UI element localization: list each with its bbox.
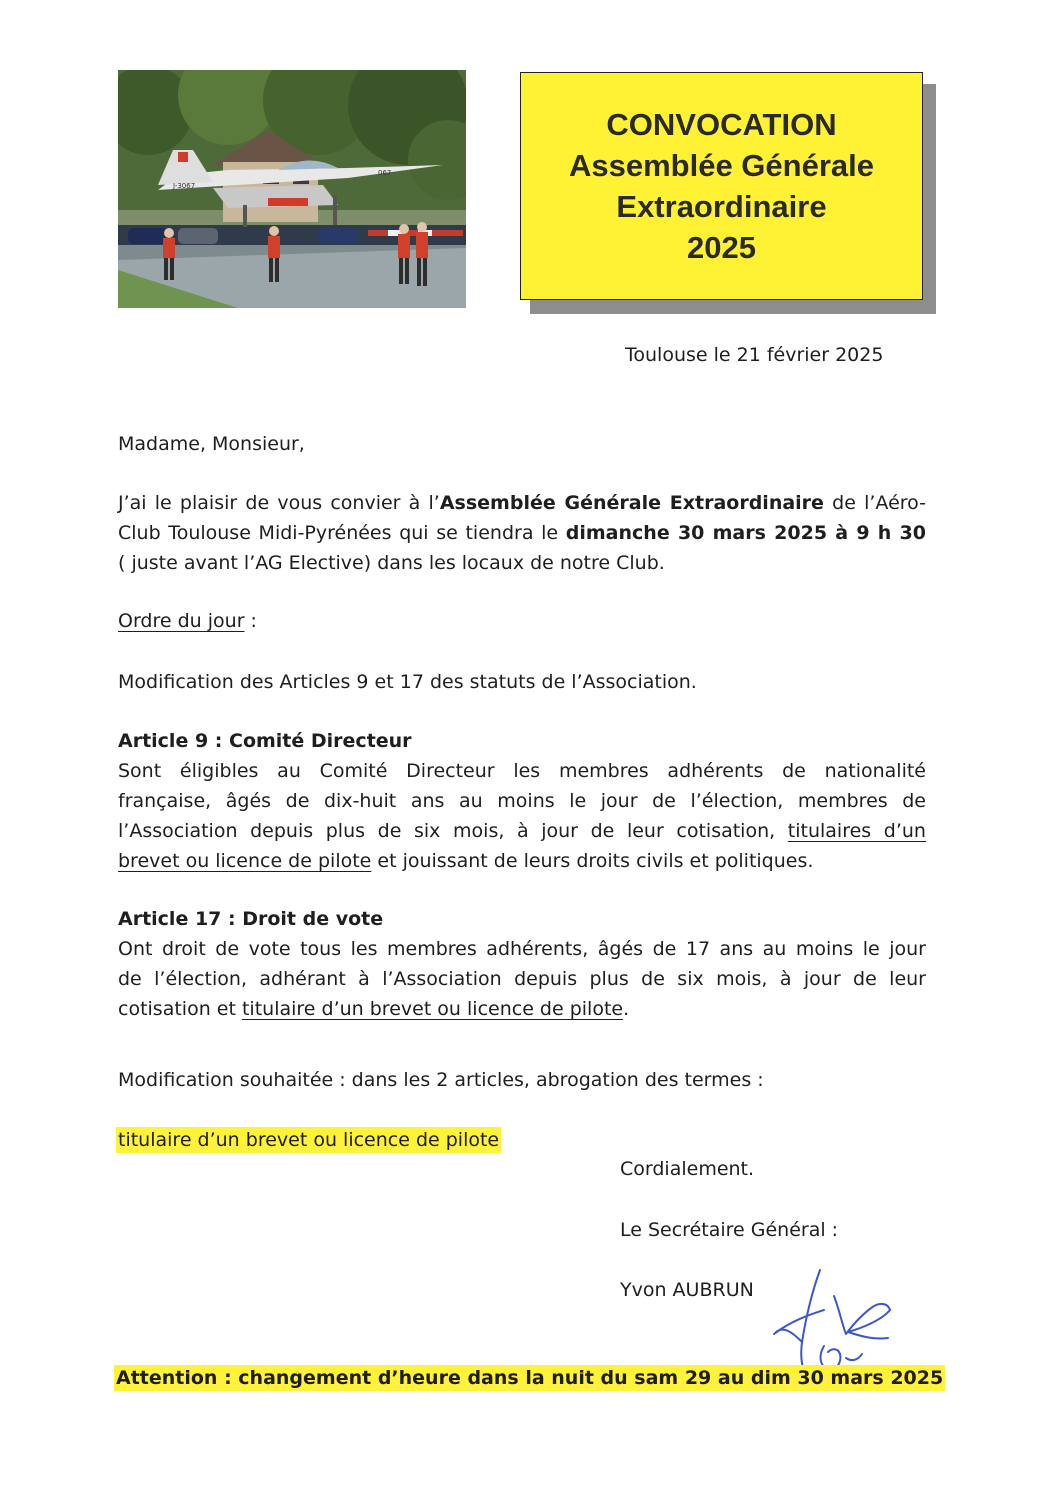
aircraft-tail-number: J-3067 [173, 182, 196, 190]
title-line-convocation: CONVOCATION [606, 107, 837, 142]
article17-line-1: Ont droit de vote tous les membres adhérents, âgés de 17 ans au moins le jour [118, 938, 926, 960]
article9-line-3: l’Association depuis plus de six mois, à jour de leur cotisation, titulaires d’un [118, 820, 926, 842]
notice-banner: Attention : changement d’heure dans la nuit du sam 29 au dim 30 mars 2025 [116, 1367, 944, 1389]
article9-line-2: française, âgés de dix-huit ans au moins le jour de l’élection, membres de [118, 790, 926, 812]
article17-line-2: de l’élection, adhérant à l’Association depuis plus de six mois, à jour de leur [118, 968, 926, 990]
salutation: Madame, Monsieur, [118, 433, 305, 455]
agenda-heading: Ordre du jour : [118, 610, 257, 632]
title-line-assemblee: Assemblée Générale [568, 148, 874, 183]
article9-line-1: Sont éligibles au Comité Directeur les membres adhérents de nationalité [118, 760, 926, 782]
article17-title: Article 17 : Droit de vote [118, 908, 384, 930]
intro-line-2: Club Toulouse Midi-Pyrénées qui se tiendra le dimanche 30 mars 2025 à 9 h 30 [118, 522, 926, 544]
intro-line-1: J’ai le plaisir de vous convier à l’Assemblée Générale Extraordinaire de l’Aéro- [118, 492, 926, 514]
article9-line-4: brevet ou licence de pilote et jouissant de leurs droits civils et politiques. [118, 850, 814, 872]
title-box [520, 72, 923, 300]
closing-regards: Cordialement. [620, 1158, 755, 1180]
modification-terms: titulaire d’un brevet ou licence de pilote [118, 1129, 500, 1151]
closing-role: Le Secrétaire Général : [620, 1219, 839, 1241]
article9-title: Article 9 : Comité Directeur [118, 730, 412, 752]
aircraft-photo [118, 70, 466, 308]
closing-name: Yvon AUBRUN [620, 1279, 754, 1301]
agenda-item: Modification des Articles 9 et 17 des statuts de l’Association. [118, 671, 697, 693]
modification-intro: Modification souhaitée : dans les 2 articles, abrogation des termes : [118, 1069, 764, 1091]
article17-line-3: cotisation et titulaire d’un brevet ou licence de pilote. [118, 998, 630, 1020]
title-line-extraordinaire: Extraordinaire [616, 189, 827, 224]
aircraft-nose-number: 067 [378, 169, 392, 177]
date-line: Toulouse le 21 février 2025 [625, 344, 884, 366]
intro-line-3: ( juste avant l’AG Elective) dans les locaux de notre Club. [118, 552, 665, 574]
title-line-year: 2025 [687, 230, 756, 265]
